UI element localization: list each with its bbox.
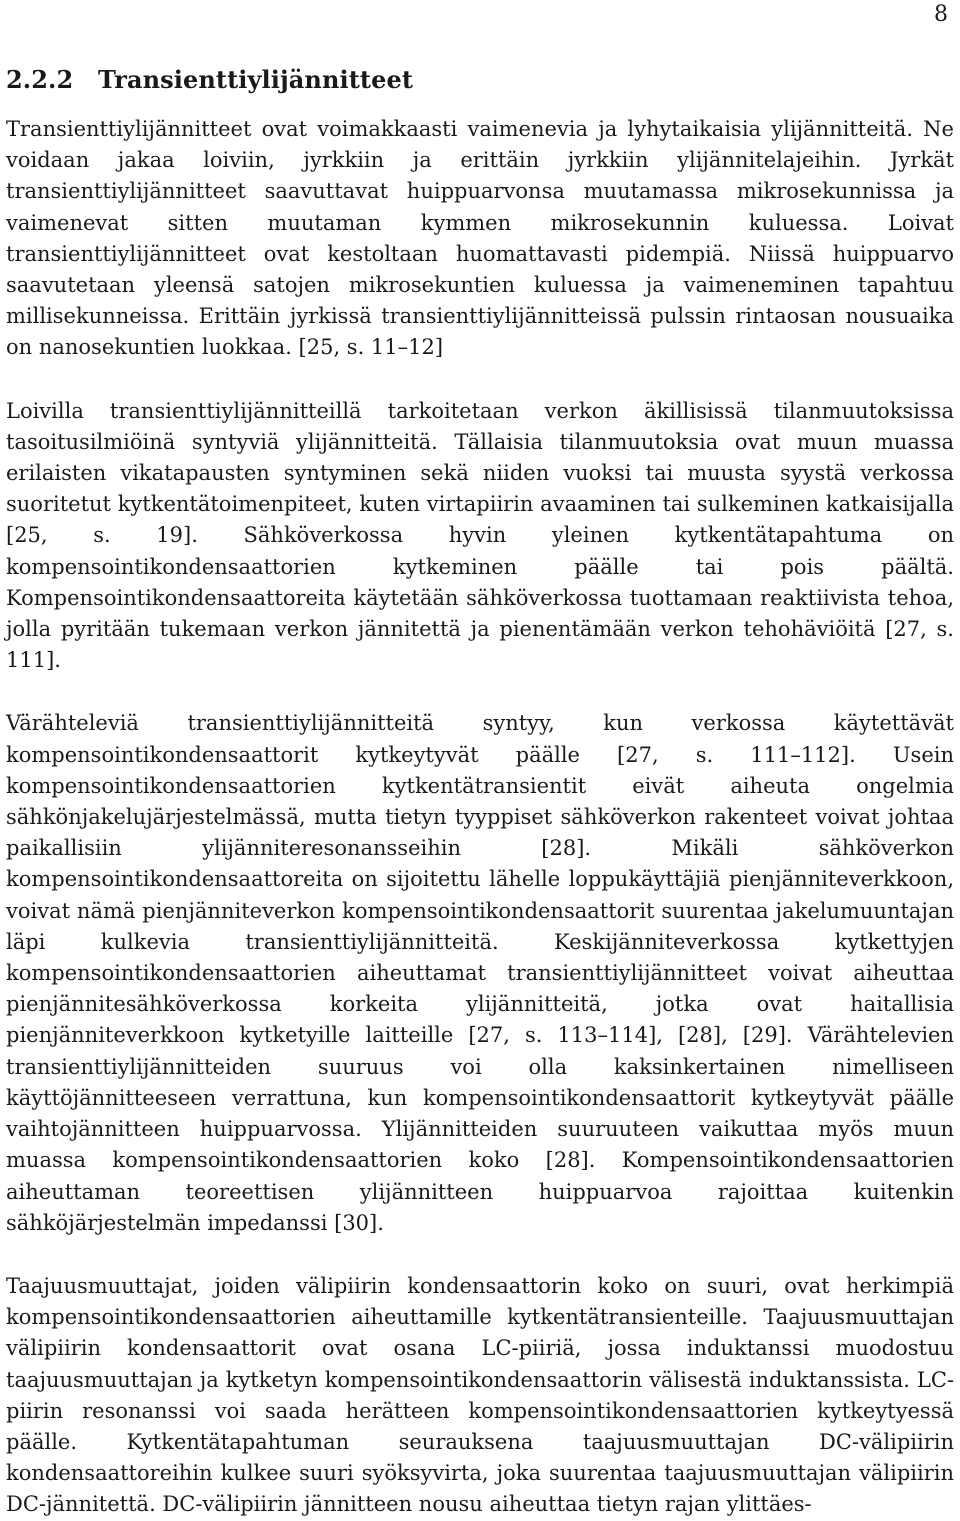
paragraph-3: Värähteleviä transienttiylijännitteitä syntyy, kun verkossa käytettävät kompensointikondensaattorit kytkeytyvät päälle [27, s. 111–112]. Usein kompensointikondensaattorien kytkentätransientit eivät aiheuta ongelmia sähkönjakelujärjestelmässä, mutta tietyn tyyppiset sähköverkon rakenteet voivat johtaa paikallisiin ylijänniteresonansseihin [28]. Mikäli sähköverkon kompensointikondensaattoreita on sijoitettu lähelle loppukäyttäjiä pienjänniteverkkoon, voivat nämä pienjänniteverkon kompensointikondensaattorit suurentaa jakelumuuntajan läpi kulkevia transienttiylijännitteitä. Keskijänniteverkossa kytkettyjen kompensointikondensaattorien aiheuttamat transienttiylijännitteet voivat aiheuttaa pienjännitesähköverkossa korkeita ylijännitteitä, jotka ovat haitallisia pienjänniteverkkoon kytketyille laitteille [27, s. 113–114], [28], [29]. Värähtelevien transienttiylijännitteiden suuruus voi olla kaksinkertainen nimelliseen käyttöjännitteeseen verrattuna, kun kompensointikondensaattorit kytkeytyvät päälle vaihtojännitteen huippuarvossa. Ylijännitteiden suuruuteen vaikuttaa myös muun muassa kompensointikondensaattorien koko [28]. Kompensointikondensaattorien aiheuttaman teoreettisen ylijännitteen huippuarvoa rajoittaa kuitenkin sähköjärjestelmän impedanssi [30]. [6,711,954,1235]
body-text [6,114,954,1521]
section-title: Transienttiylijännitteet [98,65,414,94]
paragraph-1: Transienttiylijännitteet ovat voimakkaasti vaimenevia ja lyhytaikaisia ylijännitteitä. Ne voidaan jakaa loiviin, jyrkkiin ja erittäin jyrkkiin ylijännitelajeihin. Jyrkät transienttiylijännitteet saavuttavat huippuarvonsa muutamassa mikrosekunnissa ja vaimenevat sitten muutaman kymmen mikrosekunnin kuluessa. Loivat transienttiylijännitteet ovat kestoltaan huomattavasti pidempiä. Niissä huippuarvo saavutetaan yleensä satojen mikrosekuntien kuluessa ja vaimeneminen tapahtuu millisekunneissa. Erittäin jyrkissä transienttiylijännitteissä pulssin rintaosan nousuaika on nanosekuntien luokkaa. [25, s. 11–12] [6,117,954,360]
section-heading [6,64,413,96]
page-number: 8 [934,2,948,27]
section-number: 2.2.2 [6,65,74,94]
paragraph-2: Loivilla transienttiylijännitteillä tarkoitetaan verkon äkillisissä tilanmuutoksissa tasoitusilmiöinä syntyviä ylijännitteitä. Tällaisia tilanmuutoksia ovat muun muassa erilaisten vikatapausten syntyminen sekä niiden vuoksi tai muusta syystä verkossa suoritetut kytkentätoimenpiteet, kuten virtapiirin avaaminen tai sulkeminen katkaisijalla [25, s. 19]. Sähköverkossa hyvin yleinen kytkentätapahtuma on kompensointikondensaattorien kytkeminen päälle tai pois päältä. Kompensointikondensaattoreita käytetään sähköverkossa tuottamaan reaktiivista tehoa, jolla pyritään tukemaan verkon jännitettä ja pienentämään verkon tehohäviöitä [27, s. 111]. [6,398,954,673]
paragraph-4: Taajuusmuuttajat, joiden välipiirin kondensaattorin koko on suuri, ovat herkimpiä kompensointikondensaattorien aiheuttamille kytkentätransienteille. Taajuusmuuttajan välipiirin kondensaattorit ovat osana LC-piiriä, jossa induktanssi muodostuu taajuusmuuttajan ja kytketyn kompensointikondensaattorin välisestä induktanssista. LC-piirin resonanssi voi saada herätteen kompensointikondensaattorien kytkeytyessä päälle. Kytkentätapahtuman seurauksena taajuusmuuttajan DC-välipiirin kondensaattoreihin kulkee suuri syöksyvirta, joka suurentaa taajuusmuuttajan välipiirin DC-jännitettä. DC-välipiirin jännitteen nousu aiheuttaa tietyn rajan ylittäes- [6,1273,954,1517]
